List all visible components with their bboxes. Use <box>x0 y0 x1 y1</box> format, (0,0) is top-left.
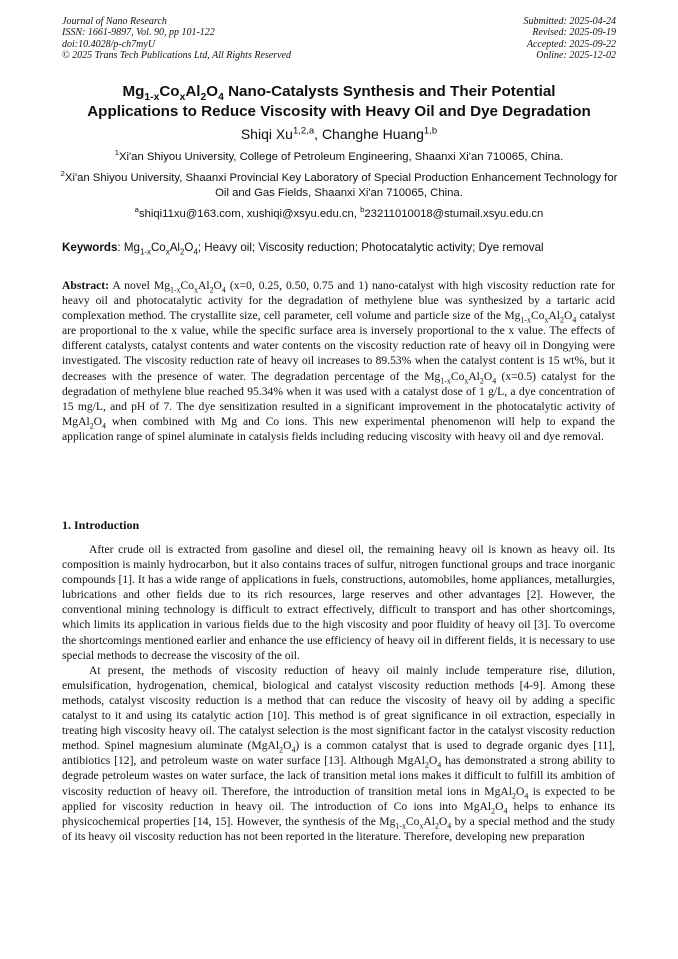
author-name: Shiqi Xu <box>240 126 293 142</box>
section-heading-introduction: 1. Introduction <box>62 518 140 532</box>
date-accepted: Accepted: 2025-09-22 <box>526 38 616 50</box>
introduction-body <box>62 542 615 844</box>
paragraph: After crude oil is extracted from gasoline and diesel oil, the remaining heavy oil is known as heavy oil. Its composition is mainly hydrocarbon, but it also contains traces of sulfur, nitrogen functional groups and trace inorganic compounds [1]. It has a wide range of applications in fuels, constructions, automobiles, home appliances, metallurgies, lubrications and other fields due to its rich resources, large reserves and other advantages [2]. However, the conventional mining technology is difficult to extract effectively, difficult to transport and has other shortcomings, which limits its application in various fields due to the high viscosity and poor fluidity of heavy oil [3]. To overcome the shortcomings mentioned earlier and enhance the use efficiency of heavy oil in different fields, it is necessary to use special methods to decrease the viscosity of the oil. <box>62 543 615 662</box>
date-submitted: Submitted: 2025-04-24 <box>523 16 616 27</box>
paragraph: At present, the methods of viscosity reduction of heavy oil mainly include temperature rise, dilution, emulsification, hydrogenation, chemical, biological and catalyst viscosity reduction methods [4-9]. Among these methods, catalyst viscosity reduction is a method that can reduce the viscosity of heavy oil by adding a specific catalyst to it and using its catalytic action [10]. This method is of great significance in oil extraction, especially in treating high viscosity heavy oil. The catalyst selection is the most significant factor in the catalyst viscosity reduction method. Spinel magnesium aluminate $(MgAl_2O_4)$ is a common catalyst that is used to degrade organic dyes [11], antibiotics [12], and petroleum waste on water surface [13]. Although $MgAl_2O_4$ has demonstrated a strong ability to degrade petroleum wastes on water surface, the lack of transition metal ions makes it difficult to fulfill its ambition of viscosity reduction of heavy oil. Therefore, the introduction of transition metal ions in $MgAl_2O_4$ is expected to be applied for viscosity reduction in heavy oil. The introduction of Co ions into $MgAl_2O_4$ helps to enhance its physicochemical properties [14, 15]. However, the synthesis of the $Mg_{1-x}Co_xAl_2O_4$ by a special method and the study of its heavy oil viscosity reduction has not been reported in the literature. Therefore, developing new preparation <box>62 663 616 843</box>
affiliation-1: $^1$Xi'an Shiyou University, College of Petroleum Engineering, Shaanxi Xi'an 710065, China. <box>114 148 564 163</box>
keywords: Keywords: $Mg_{1-x}Co_xAl_2O_4$; Heavy oil; Viscosity reduction; Photocatalytic activity; Dye removal <box>62 241 544 257</box>
title-line-2: Applications to Reduce Viscosity with Heavy Oil and Dye Degradation <box>87 102 591 120</box>
journal-doi: doi:10.4028/p-ch7myU <box>62 38 156 50</box>
author-list: Shiqi Xu$^{1,2,a}$, Changhe Huang$^{1,b}$ <box>240 125 438 142</box>
paper-title <box>40 82 638 121</box>
publication-dates <box>524 16 617 62</box>
keywords-label: Keywords <box>62 241 118 254</box>
title-line-1: $Mg_{1-x}Co_xAl_2O_4$ Nano-Catalysts Synthesis and Their Potential <box>122 83 556 104</box>
journal-info <box>62 16 291 62</box>
journal-issn: ISSN: 1661-9897, Vol. 90, pp 101-122 <box>62 27 215 39</box>
journal-copyright: © 2025 Trans Tech Publications Ltd, All Rights Reserved <box>62 50 291 62</box>
date-revised: Revised: 2025-09-19 <box>532 27 616 39</box>
date-online: Online: 2025-12-02 <box>536 50 616 62</box>
abstract-label: Abstract: <box>62 279 110 292</box>
author-emails: $^a$shiqi11xu@163.com, xushiqi@xsyu.edu.cn, $^b$23211010018@stumail.xsyu.edu.cn <box>134 205 544 220</box>
journal-name: Journal of Nano Research <box>62 16 167 27</box>
affiliation-2: $^2$Xi'an Shiyou University, Shaanxi Provincial Key Laboratory of Special Production Enhancement Technology for Oil and Gas Fields, Shaanxi Xi'an 710065, China. <box>60 169 618 199</box>
abstract: Abstract: A novel $Mg_{1-x}Co_xAl_2O_4$ (x=0, 0.25, 0.50, 0.75 and 1) nano-catalyst with high viscosity reduction rate for heavy oil and photocatalytic activity for the degradation of methylene blue was synthesized by a tartaric acid complexation method. The crystallite size, cell parameter, cell volume and particle size of the $Mg_{1-x}Co_xAl_2O_4$ catalyst are proportional to the x value, while the specific surface area is inversely proportional to the x value. The effects of different catalysts, catalyst contents and water contents on the viscosity reduction rate of heavy oil in Dongying were investigated. The viscosity reduction rate of heavy oil increases to 89.53% when the catalyst content is 15 wt%, but it decreases with the presence of water. The degradation percentage of the $Mg_{1-x}Co_xAl_2O_4$ (x=0.5) catalyst for the degradation of methylene blue reached 95.34% when it was used with a catalyst dose of 1 g/L, a dye concentration of 15 mg/L, and pH of 7. The dye sensitization resulted in a significant improvement in the photocatalytic activity of $MgAl_2O_4$ when combined with Mg and Co ions. This new experimental phenomenon will help to expand the application range of spinel aluminate in catalysis fields including reducing viscosity with heavy oil and dye removal. <box>62 279 616 443</box>
author-name: Changhe Huang <box>321 126 424 142</box>
